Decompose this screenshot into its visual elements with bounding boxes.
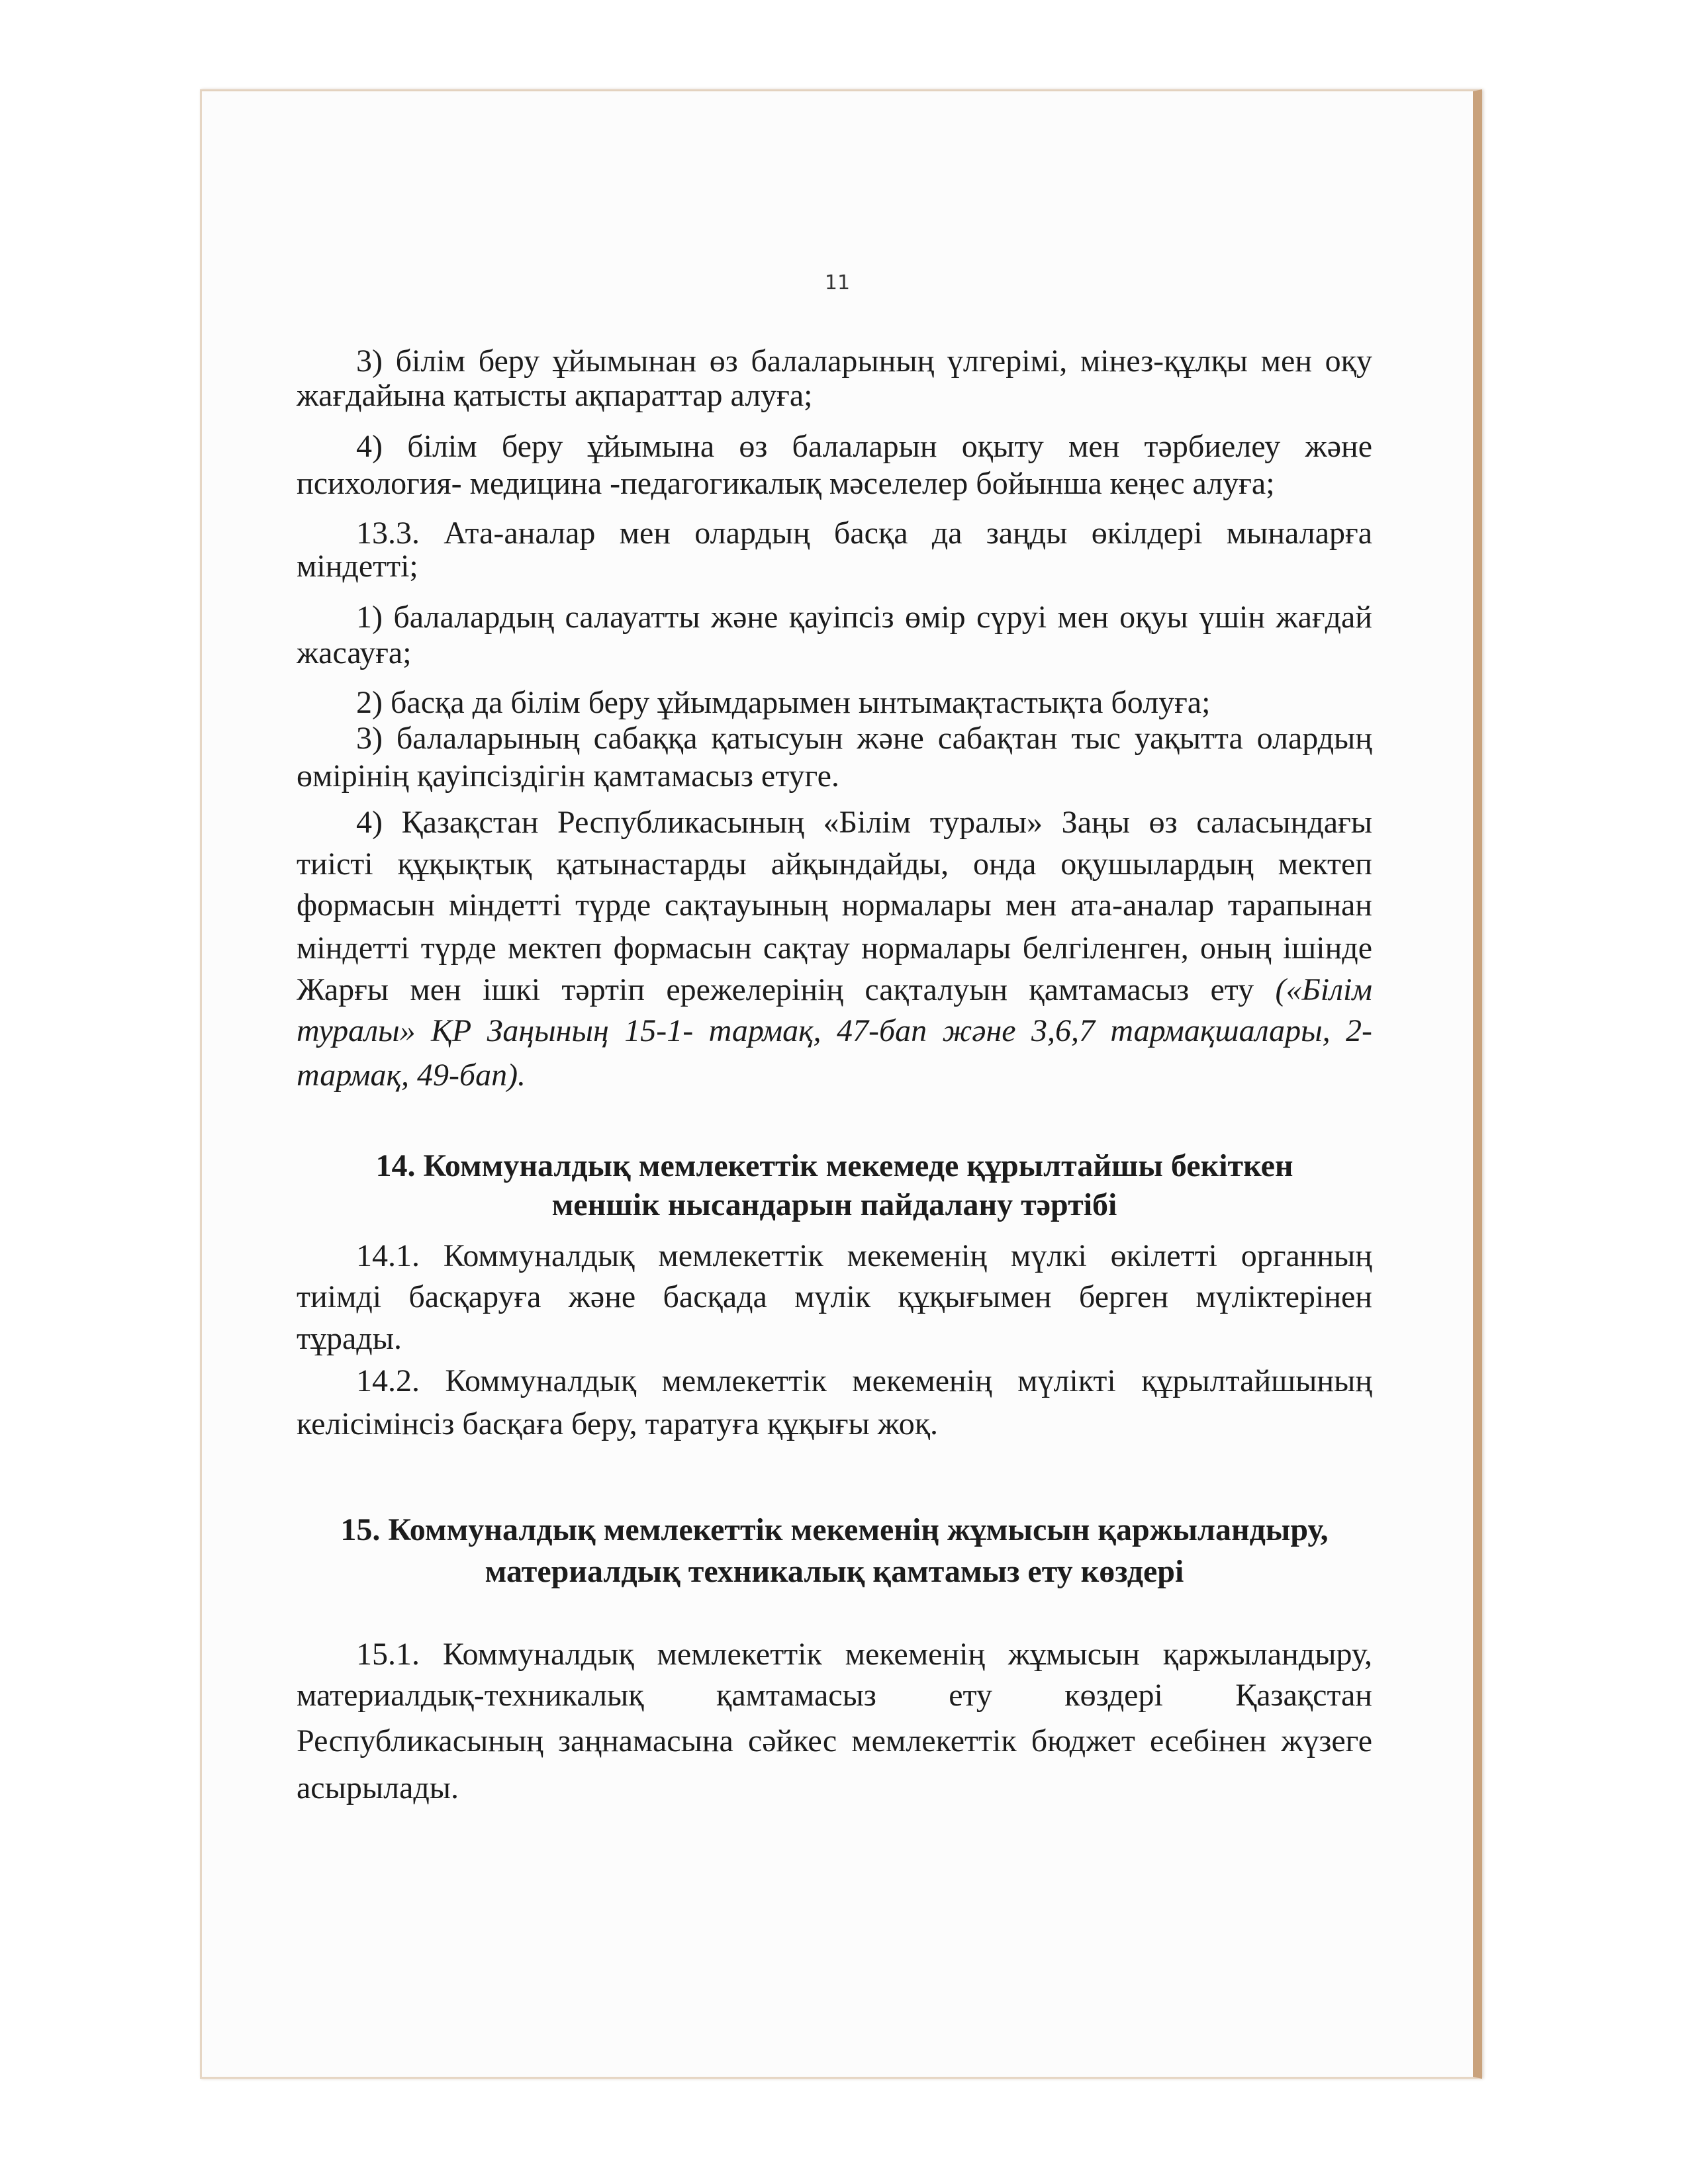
paragraph-line — [297, 970, 1372, 1010]
paragraph-line — [297, 1768, 1372, 1808]
citation-text: туралы» ҚР Заңының 15-1- тармақ, 47-бап және 3,6,7 тармақшалары, 2- — [297, 1013, 1372, 1048]
line-text: тиісті құқықтық қатынастарды айқындайды, онда оқушылардың мектеп — [297, 846, 1372, 882]
paragraph-line — [356, 683, 1372, 723]
paragraph-line — [297, 1676, 1372, 1715]
paragraph-line — [297, 1056, 1372, 1095]
line-text: келісімінсіз басқаға беру, таратуға құқығы жоқ. — [297, 1406, 939, 1441]
paragraph-line — [297, 1277, 1372, 1317]
paragraph-line — [297, 1721, 1372, 1761]
line-text: формасын міндетті түрде сақтауының нормалары мен ата-аналар тарапынан — [297, 887, 1372, 923]
section-heading: материалдық техникалық қамтамыз ету көздері — [485, 1554, 1184, 1589]
line-text: психология- медицина -педагогикалық мәселелер бойынша кеңес алуға; — [297, 466, 1275, 501]
line-text: міндетті түрде мектеп формасын сақтау нормалары белгіленген, оның ішінде — [297, 931, 1372, 966]
line-text: 1) балалардың салауатты және қауіпсіз өмір сүруі мен оқуы үшін жағдай — [356, 600, 1372, 635]
line-text: тұрады. — [297, 1321, 402, 1356]
paragraph-line — [356, 598, 1372, 637]
paragraph-line — [356, 341, 1372, 381]
paragraph-line — [297, 756, 1372, 796]
line-text: 13.3. Ата-аналар мен олардың басқа да заңды өкілдері мыналарға — [356, 516, 1372, 551]
paragraph-line — [297, 844, 1372, 884]
paragraph-line — [356, 803, 1372, 842]
paragraph-line — [297, 1011, 1372, 1051]
paragraph-line — [297, 1404, 1372, 1444]
line-text: 14.1. Коммуналдық мемлекеттік мекеменің мүлкі өкілетті органның — [356, 1238, 1372, 1273]
line-text: Республикасының заңнамасына сәйкес мемлекеттік бюджет есебінен жүзеге — [297, 1723, 1372, 1758]
line-text: жағдайына қатысты ақпараттар алуға; — [297, 378, 813, 413]
paragraph-line — [297, 929, 1372, 968]
section-heading: меншік нысандарын пайдалану тәртібі — [551, 1187, 1117, 1222]
paragraph-line — [297, 633, 1372, 673]
citation-text: тармақ, 49-бап). — [297, 1058, 526, 1093]
line-text: 14.2. Коммуналдық мемлекеттік мекеменің мүлікті құрылтайшының — [356, 1363, 1372, 1398]
line-text: 15.1. Коммуналдық мемлекеттік мекеменің жұмысын қаржыландыру, — [356, 1637, 1372, 1672]
paragraph-line — [356, 1635, 1372, 1674]
paragraph-line — [356, 1361, 1372, 1401]
line-text: асырылады. — [297, 1770, 459, 1805]
section-heading: 15. Коммуналдық мемлекеттік мекеменің жұмысын қаржыландыру, — [340, 1512, 1329, 1547]
line-text: өмірінің қауіпсіздігін қамтамасыз етуге. — [297, 758, 839, 794]
line-text: 4) білім беру ұйымына өз балаларын оқыту мен тәрбиелеу және — [356, 429, 1372, 464]
paragraph-line — [297, 886, 1372, 925]
line-text: 4) Қазақстан Республикасының «Білім туралы» Заңы өз саласындағы — [356, 805, 1372, 840]
paragraph-line — [297, 547, 1372, 586]
line-text: тиімді басқаруға және басқада мүлік құқығымен берген мүліктерінен — [297, 1279, 1372, 1314]
line-text: Жарғы мен ішкі тәртіп ережелерінің сақталуын қамтамасыз ету — [297, 972, 1276, 1007]
section-heading: 14. Коммуналдық мемлекеттік мекемеде құрылтайшы бекіткен — [375, 1148, 1293, 1183]
page-number: 11 — [824, 271, 851, 295]
line-text: 2) басқа да білім беру ұйымдарымен ынтымақтастықта болуға; — [356, 685, 1211, 720]
citation-text: («Білім — [1275, 972, 1372, 1007]
paragraph-line — [356, 1236, 1372, 1276]
paragraph-line — [356, 427, 1372, 467]
line-text: материалдық-техникалық қамтамасыз ету көздері Қазақстан — [297, 1678, 1372, 1713]
paragraph-line — [297, 464, 1372, 504]
paragraph-line — [297, 376, 1372, 416]
paragraph-line — [356, 719, 1372, 758]
line-text: 3) білім беру ұйымынан өз балаларының үлгерімі, мінез-құлқы мен оқу — [356, 343, 1372, 379]
line-text: жасауға; — [297, 635, 412, 670]
paragraph-line — [297, 1319, 1372, 1359]
line-text: міндетті; — [297, 549, 418, 584]
line-text: 3) балаларының сабаққа қатысуын және сабақтан тыс уақытта олардың — [356, 721, 1372, 756]
